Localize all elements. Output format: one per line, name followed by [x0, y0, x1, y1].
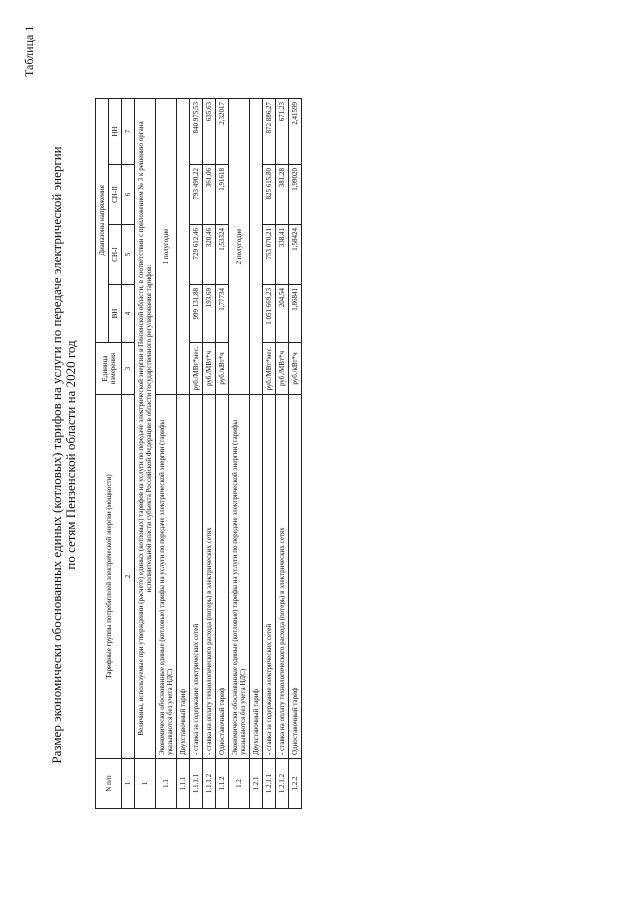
row-num: 1.1 [156, 759, 177, 809]
value-sn1: 320,46 [203, 225, 216, 285]
value-sn2: 381,28 [276, 165, 289, 225]
value-nn: 671,23 [276, 98, 289, 164]
row-text: - ставка за содержание электрических сетей [263, 395, 276, 759]
index-cell: 5 [122, 225, 135, 285]
table-row [263, 98, 276, 808]
table-row [216, 98, 229, 808]
header-voltage: Диапазоны напряжения [96, 98, 109, 342]
header-unit: Единица измерения [96, 343, 122, 395]
header-row-1 [96, 98, 109, 808]
value-sn1: 729 612,46 [190, 225, 203, 285]
table-row [190, 98, 203, 808]
value-sn2: 1,99020 [289, 165, 302, 225]
row-unit: руб./МВт*мес. [190, 343, 203, 395]
row-text: Одноставочный тариф [216, 395, 229, 759]
row-unit: руб./МВт*ч [203, 343, 216, 395]
table-row [177, 98, 190, 808]
value-nn: 635,63 [203, 98, 216, 164]
row-text: - ставка на оплату технологического расхода (потерь) в электрических сетях [276, 395, 289, 759]
table-label: Таблица 1 [22, 25, 36, 77]
row-unit: руб./кВт*ч [216, 343, 229, 395]
header-nn: НН [109, 98, 122, 164]
index-cell: 3 [122, 343, 135, 395]
value-vn: 1,77734 [216, 285, 229, 343]
value-sn2: 793 490,22 [190, 165, 203, 225]
value-vn: 1 051 669,23 [263, 285, 276, 343]
value-vn: 204,54 [276, 285, 289, 343]
table-row [156, 98, 177, 808]
row-num: 1.1.1 [177, 759, 190, 809]
row-num: 1.2.1 [250, 759, 263, 809]
index-cell: 7 [122, 98, 135, 164]
empty-cell [177, 98, 190, 394]
row-text: Экономически обоснованные единые (котловые) тарифы на услуги по передаче электрической энергии (тарифы указываются без учета НДС) [156, 395, 177, 759]
row-num: 1.1.1.2 [203, 759, 216, 809]
table-row [250, 98, 263, 808]
row-unit: руб./кВт*ч [289, 343, 302, 395]
row-num: 1.1.2 [216, 759, 229, 809]
row-text: Величины, используемые при утверждении (расчете) единых (котловых) тарифов на услуги по передаче электрической энергии в Пензенской области, в соответствии с приложением № 3 к решению органа исполнительной власти субъекта Российской Федерации в области государственного регулирования тарифов: [135, 98, 156, 758]
row-text: - ставка на оплату технологического расхода (потерь) в электрических сетях [203, 395, 216, 759]
value-sn1: 1,58424 [289, 225, 302, 285]
value-vn: 1,86841 [289, 285, 302, 343]
value-nn: 2,41599 [289, 98, 302, 164]
row-num: 1.2.2 [289, 759, 302, 809]
index-row [122, 98, 135, 808]
row-num: 1.2 [229, 759, 250, 809]
header-groups: Тарифные группы потребителей электрической энергии (мощности) [96, 395, 122, 759]
table-row [203, 98, 216, 808]
index-cell: 2 [122, 395, 135, 759]
row-text: Экономически обоснованные единые (котловые) тарифы на услуги по передаче электрической энергии (тарифы указываются без учета НДС) [229, 395, 250, 759]
value-sn2: 1,91618 [216, 165, 229, 225]
title-line-1: Размер экономически обоснованных единых (котловых) тарифов на услуги по передаче электрической энергии [49, 146, 64, 764]
row-unit: руб./МВт*ч [276, 343, 289, 395]
period-label: 2 полугодие [229, 98, 250, 394]
row-num: 1.1.1.1 [190, 759, 203, 809]
table-row [135, 98, 156, 808]
header-sn2: СН-II [109, 165, 122, 225]
title-line-2: по сетям Пензенской области на 2020 год [63, 340, 78, 570]
value-sn2: 361,06 [203, 165, 216, 225]
value-nn: 872 886,27 [263, 98, 276, 164]
header-sn1: СН-I [109, 225, 122, 285]
row-num: 1 [135, 759, 156, 809]
row-num: 1.2.1.2 [276, 759, 289, 809]
value-vn: 193,69 [203, 285, 216, 343]
header-vn: ВН [109, 285, 122, 343]
index-cell: 6 [122, 165, 135, 225]
header-num: N п/п [96, 759, 122, 809]
value-nn: 2,32017 [216, 98, 229, 164]
tariff-table [95, 98, 302, 809]
value-sn1: 338,41 [276, 225, 289, 285]
table-row [229, 98, 250, 808]
row-text: - ставка за содержание электрических сетей [190, 395, 203, 759]
value-sn2: 825 615,80 [263, 165, 276, 225]
value-sn1: 1,53324 [216, 225, 229, 285]
period-label: 1 полугодие [156, 98, 177, 394]
row-unit: руб./МВт*мес. [263, 343, 276, 395]
value-vn: 999 131,88 [190, 285, 203, 343]
index-cell: 1 [122, 759, 135, 809]
value-sn1: 753 070,21 [263, 225, 276, 285]
row-num: 1.2.1.1 [263, 759, 276, 809]
value-nn: 840 975,53 [190, 98, 203, 164]
row-text: Одноставочный тариф [289, 395, 302, 759]
row-text: Двухставочный тариф [250, 395, 263, 759]
row-text: Двухставочный тариф [177, 395, 190, 759]
table-row [276, 98, 289, 808]
table-row [289, 98, 302, 808]
empty-cell [250, 98, 263, 394]
index-cell: 4 [122, 285, 135, 343]
document-title [50, 105, 78, 805]
